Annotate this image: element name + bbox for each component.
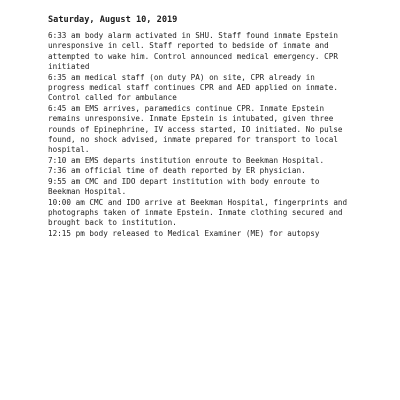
log-line: photographs taken of inmate Epstein. Inmate clothing secured and [48, 207, 343, 217]
log-line: found, no shock advised, inmate prepared for transport to local [48, 135, 338, 145]
log-line: 6:45 am EMS arrives, paramedics continue CPR. Inmate Epstein [48, 103, 325, 113]
log-line: progress medical staff continues CPR and AED applied on inmate. [48, 83, 338, 93]
log-line: brought back to institution. [48, 218, 177, 228]
log-line: initiated [48, 62, 90, 72]
log-line: 6:35 am medical staff (on duty PA) on site, CPR already in [48, 72, 315, 82]
log-line: unresponsive in cell. Staff reported to bedside of inmate and [48, 41, 329, 51]
log-line: 7:36 am official time of death reported by ER physician. [48, 166, 306, 176]
log-line: Beekman Hospital. [48, 187, 127, 197]
log-line: 9:55 am CMC and IDO depart institution with body enroute to [48, 176, 320, 186]
log-line: Control called for ambulance [48, 93, 177, 103]
timeline-log [48, 31, 388, 239]
date-heading: Saturday, August 10, 2019 [48, 15, 178, 25]
log-line: hospital. [48, 145, 90, 155]
log-line: attempted to wake him. Control announced medical emergency. CPR [48, 51, 338, 61]
log-line: 7:10 am EMS departs institution enroute to Beekman Hospital. [48, 155, 325, 165]
log-line: remains unresponsive. Inmate Epstein is intubated, given three [48, 114, 334, 124]
log-line: 6:33 am body alarm activated in SHU. Staff found inmate Epstein [48, 31, 338, 40]
log-line: 12:15 pm body released to Medical Examiner (ME) for autopsy [48, 228, 320, 238]
log-line: rounds of Epinephrine, IV access started, IO initiated. No pulse [48, 124, 343, 134]
log-line: 10:00 am CMC and IDO arrive at Beekman Hospital, fingerprints and [48, 197, 348, 207]
